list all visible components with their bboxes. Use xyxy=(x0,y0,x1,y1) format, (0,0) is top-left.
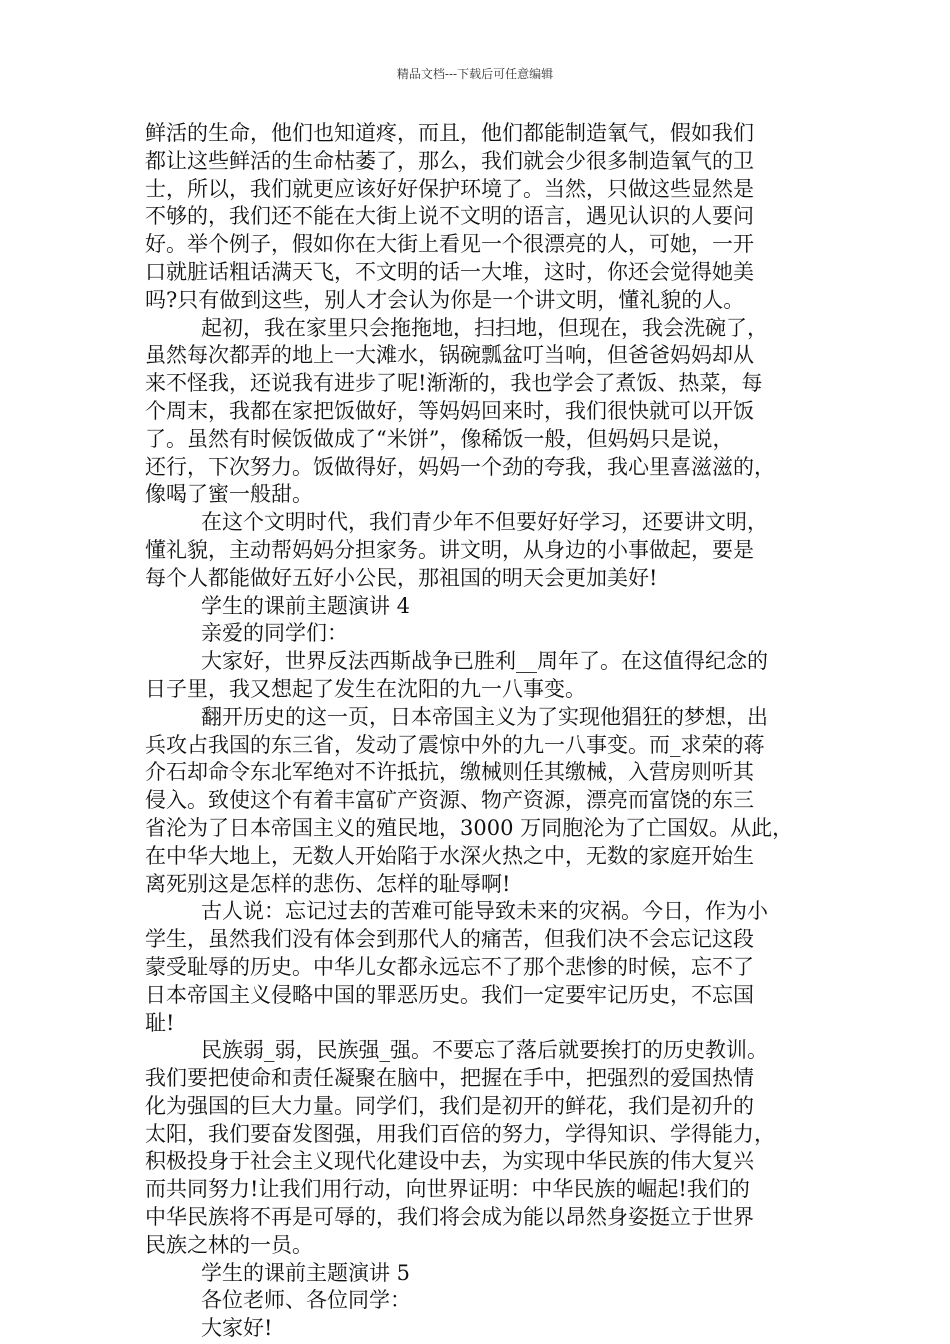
text-line: 起初，我在家里只会拖拖地，扫扫地，但现在，我会洗碗了， xyxy=(201,315,768,340)
text-line: 而共同努力!让我们用行动，向世界证明：中华民族的崛起!我们的 xyxy=(145,1177,750,1202)
text-line: 日本帝国主义侵略中国的罪恶历史。我们一定要牢记历史，不忘国 xyxy=(145,982,754,1007)
text-line: 来不怪我，还说我有进步了呢!渐渐的，我也学会了煮饭、热菜，每 xyxy=(145,371,763,396)
text-line: 民族弱_弱，民族强_强。不要忘了落后就要挨打的历史教训。 xyxy=(201,1038,768,1063)
text-line: 每个人都能做好五好小公民，那祖国的明天会更加美好! xyxy=(145,565,658,590)
text-line: 太阳，我们要奋发图强，用我们百倍的努力，学得知识、学得能力， xyxy=(145,1121,775,1146)
text-line: 学生，虽然我们没有体会到那代人的痛苦，但我们决不会忘记这段 xyxy=(145,927,754,952)
text-line: 侵入。致使这个有着丰富矿产资源、物产资源，漂亮而富饶的东三 xyxy=(145,788,754,813)
text-line: 日子里，我又想起了发生在沈阳的九一八事变。 xyxy=(145,676,586,701)
text-line: 亲爱的同学们： xyxy=(201,621,348,646)
text-line: 省沦为了日本帝国主义的殖民地，3000 万同胞沦为了亡国奴。从此， xyxy=(145,815,794,840)
text-line: 吗?只有做到这些，别人才会认为你是一个讲文明，懂礼貌的人。 xyxy=(145,287,745,312)
text-line: 耻! xyxy=(145,1010,175,1035)
text-line: 了。虽然有时候饭做成了“米饼”，像稀饭一般，但妈妈只是说， xyxy=(145,426,734,451)
text-line: 离死别这是怎样的悲伤、怎样的耻辱啊! xyxy=(145,871,511,896)
text-line: 虽然每次都弄的地上一大滩水，锅碗瓢盆叮当响，但爸爸妈妈却从 xyxy=(145,343,754,368)
text-line: 各位老师、各位同学： xyxy=(201,1288,411,1313)
text-line: 介石却命令东北军绝对不许抵抗，缴械则任其缴械，入营房则听其 xyxy=(145,760,754,785)
text-line: 学生的课前主题演讲 4 xyxy=(201,593,411,618)
text-line: 在这个文明时代，我们青少年不但要好好学习，还要讲文明， xyxy=(201,510,768,535)
page-header: 精品文档---下载后可任意编辑 xyxy=(396,67,554,81)
text-line: 士，所以，我们就更应该好好保护环境了。当然，只做这些显然是 xyxy=(145,176,754,201)
text-line: 蒙受耻辱的历史。中华儿女都永远忘不了那个悲惨的时候，忘不了 xyxy=(145,954,754,979)
text-line: 口就脏话粗话满天飞，不文明的话一大堆，这时，你还会觉得她美 xyxy=(145,259,754,284)
text-line: 个周末，我都在家把饭做好，等妈妈回来时，我们很快就可以开饭 xyxy=(145,398,754,423)
text-line: 化为强国的巨大力量。同学们，我们是初开的鲜花，我们是初升的 xyxy=(145,1093,754,1118)
text-line: 古人说：忘记过去的苦难可能导致未来的灾祸。今日，作为小 xyxy=(201,899,768,924)
text-line: 兵攻占我国的东三省，发动了震惊中外的九一八事变。而_求荣的蒋 xyxy=(145,732,765,757)
text-line: 不够的，我们还不能在大街上说不文明的语言，遇见认识的人要问 xyxy=(145,204,754,229)
document-body xyxy=(145,120,810,1343)
text-line: 好。举个例子，假如你在大街上看见一个很漂亮的人，可她，一开 xyxy=(145,232,754,257)
text-line: 中华民族将不再是可辱的，我们将会成为能以昂然身姿挺立于世界 xyxy=(145,1205,754,1230)
text-line: 积极投身于社会主义现代化建设中去，为实现中华民族的伟大复兴 xyxy=(145,1149,754,1174)
text-line: 学生的课前主题演讲 5 xyxy=(201,1260,411,1285)
text-line: 鲜活的生命，他们也知道疼，而且，他们都能制造氧气，假如我们 xyxy=(145,121,754,145)
text-line: 都让这些鲜活的生命枯萎了，那么，我们就会少很多制造氧气的卫 xyxy=(145,148,754,173)
text-line: 像喝了蜜一般甜。 xyxy=(145,482,313,507)
text-line: 大家好，世界反法西斯战争已胜利__周年了。在这值得纪念的 xyxy=(201,649,768,674)
text-line: 在中华大地上，无数人开始陷于水深火热之中，无数的家庭开始生 xyxy=(145,843,754,868)
text-line: 大家好! xyxy=(201,1316,273,1341)
text-line: 还行，下次努力。饭做得好，妈妈一个劲的夸我，我心里喜滋滋的， xyxy=(145,454,775,479)
text-line: 翻开历史的这一页，日本帝国主义为了实现他猖狂的梦想，出 xyxy=(201,704,768,729)
text-line: 我们要把使命和责任凝聚在脑中，把握在手中，把强烈的爱国热情 xyxy=(145,1066,754,1091)
text-line: 懂礼貌，主动帮妈妈分担家务。讲文明，从身边的小事做起，要是 xyxy=(145,537,754,562)
text-line: 民族之林的一员。 xyxy=(145,1232,313,1257)
